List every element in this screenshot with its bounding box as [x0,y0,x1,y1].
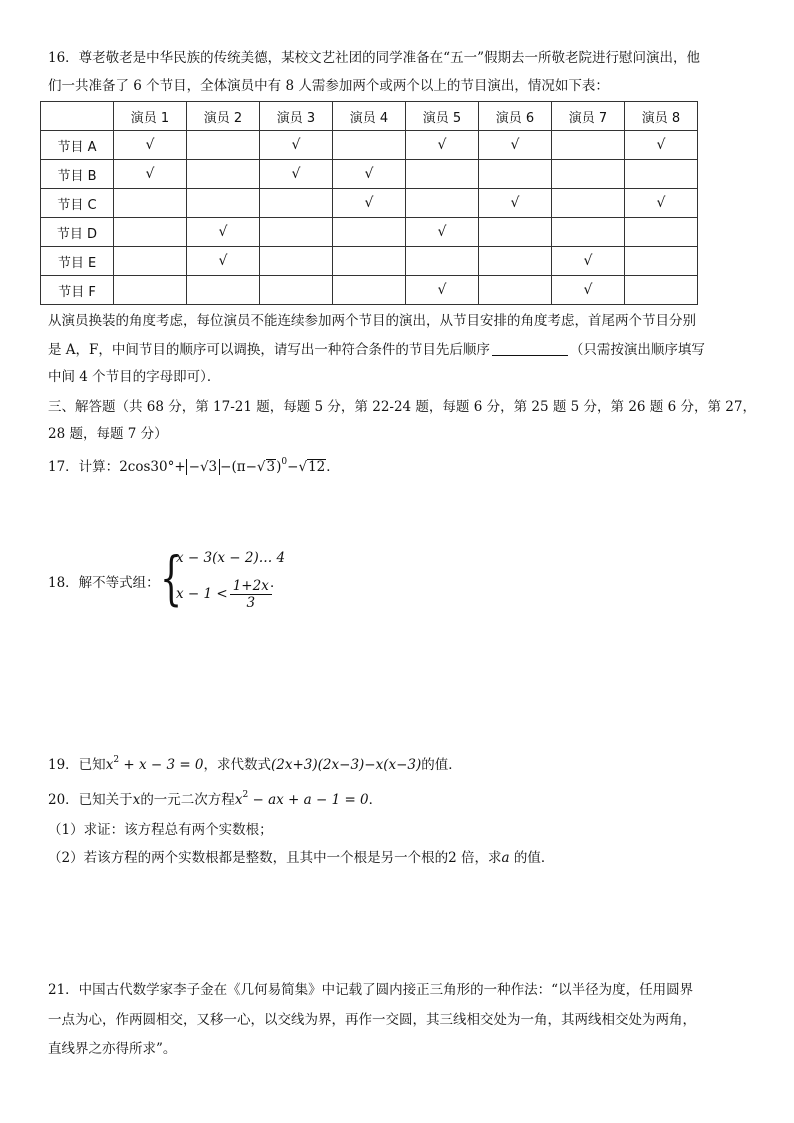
table-header-cell: 演员 8 [625,102,698,131]
q18-fraction [230,578,272,611]
table-cell [260,276,333,305]
q17-sqrt3: 3 [266,459,276,475]
table-cell [114,189,187,218]
table-corner-cell [41,102,114,131]
q20-part2-var: a [501,850,510,866]
table-cell [552,131,625,160]
table-header-cell: 演员 3 [260,102,333,131]
row-label: 节目 B [41,160,114,189]
row-label: 节目 D [41,218,114,247]
q20-part2 [48,848,554,868]
q18-end: ． [270,575,284,591]
table-cell [260,218,333,247]
table-cell [333,131,406,160]
q20-part2-end: 的值． [509,850,555,866]
table-cell [406,189,479,218]
q17-term2: −(π− [220,459,257,475]
check-mark-icon: √ [625,189,698,218]
q19-end: 的值． [421,757,462,773]
table-cell [552,218,625,247]
table-cell [333,276,406,305]
table-cell [552,189,625,218]
q17: 17．计算：$2\cos 30^\circ+ -√3 -(\pi-√3)^0-√12$． [48,457,340,475]
table-cell [187,160,260,189]
table-row [41,160,698,189]
q17-sqrt12: 12 [308,459,326,475]
table-header-cell: 演员 7 [552,102,625,131]
q17-abs-inner: −√3 [188,459,218,475]
section3-heading: 三、解答题（共 68 分，第 17-21 题，每题 5 分，第 22-24 题，每题 6 分，第 25 题 5 分，第 26 题 6 分，第 27， [48,399,756,415]
q17-term4: − [287,459,299,475]
check-mark-icon: √ [187,218,260,247]
q19-eq-exp: 2 [113,755,120,765]
q17-term3: ) [276,459,282,475]
q21-line3: 直线界之亦得所求”。 [48,1041,177,1057]
q20-prefix: 20．已知关于 [48,792,133,808]
table-row [41,189,698,218]
check-mark-icon: √ [260,160,333,189]
table-cell [479,160,552,189]
table-cell [114,247,187,276]
table-cell [187,131,260,160]
table-cell [479,276,552,305]
q16-line2: 们一共准备了 6 个节目，全体演员中有 8 人需参加两个或两个以上的节目演出，情况如下表： [48,78,609,94]
q16-after-line2-text: 是 A，F，中间节目的顺序可以调换，请写出一种符合条件的节目先后顺序 [48,342,490,358]
table-cell [187,189,260,218]
q20-eq-var: x [234,792,243,808]
q18-row2 [176,578,272,611]
q18-denominator: 3 [246,595,256,611]
table-cell [114,218,187,247]
check-mark-icon: √ [406,218,479,247]
table-row [41,276,698,305]
q20-end: ． [368,792,383,808]
check-mark-icon: √ [406,276,479,305]
q20-part2-num: 2 [448,850,457,866]
q17-term1: 2cos30°+ [119,459,186,475]
check-mark-icon: √ [479,131,552,160]
table-header-cell: 演员 5 [406,102,479,131]
check-mark-icon: √ [114,160,187,189]
table-cell [479,247,552,276]
table-cell [333,247,406,276]
table-cell [625,276,698,305]
q19-prefix: 19．已知 [48,757,106,773]
q21-line2: 一点为心，作两圆相交，又移一心，以交线为界，再作一交圆，其三线相交处为一角，其两线相交处为两角， [48,1012,696,1028]
table-cell [479,218,552,247]
q16-after-line2 [48,340,705,360]
q20-eq-rest: − ax + a − 1 = 0 [248,792,369,808]
table-header-cell: 演员 4 [333,102,406,131]
q19-mid: ，求代数式 [203,757,272,773]
table-cell [333,218,406,247]
q20 [48,790,382,810]
table-cell [260,189,333,218]
q20-mid: 的一元二次方程 [140,792,235,808]
check-mark-icon: √ [552,247,625,276]
q17-exp0: 0 [281,457,288,467]
row-label: 节目 F [41,276,114,305]
q20-part1: （1）求证：该方程总有两个实数根； [48,822,273,838]
q19-eq-var: x [105,757,114,773]
table-row [41,218,698,247]
q18-prefix: 18．解不等式组： [48,575,160,591]
check-mark-icon: √ [625,131,698,160]
section3-heading-cont: 28 题，每题 7 分） [48,426,168,442]
q21-line1: 21．中国古代数学家李子金在《几何易简集》中记载了圆内接正三角形的一种作法：“以半径为度，任用圆界 [48,982,694,998]
table-header-cell: 演员 6 [479,102,552,131]
q19-eq-rest: + x − 3 = 0 [119,757,204,773]
row-label: 节目 A [41,131,114,160]
q18-system [160,544,286,618]
answer-blank[interactable] [492,341,568,356]
q20-part2-text: （2）若该方程的两个实数根都是整数，且其中一个根是另一个根的 [48,850,449,866]
check-mark-icon: √ [333,189,406,218]
q17-abs [186,459,221,475]
q16-after-line3: 中间 4 个节目的字母即可）． [48,369,221,385]
q16-line1: 16．尊老敬老是中华民族的传统美德，某校文艺社团的同学准备在“五一”假期去一所敬老院进行慰问演出，他 [48,50,700,66]
table-row [41,247,698,276]
q17-end: ． [326,459,340,475]
table-cell [406,247,479,276]
table-cell [552,160,625,189]
table-cell [625,218,698,247]
check-mark-icon: √ [114,131,187,160]
check-mark-icon: √ [333,160,406,189]
q16-after-line1: 从演员换装的角度考虑，每位演员不能连续参加两个节目的演出，从节目安排的角度考虑，首尾两个节目分别 [48,313,696,329]
q18-row2-left: x − 1 < [176,586,228,602]
table-cell [625,160,698,189]
row-label: 节目 C [41,189,114,218]
table-cell [260,247,333,276]
q20-var: x [132,792,141,808]
q20-part2-mid: 倍，求 [456,850,502,866]
q20-eq-exp: 2 [242,790,249,800]
q17-prefix: 17．计算： [48,459,120,475]
check-mark-icon: √ [552,276,625,305]
left-brace-icon: { [160,544,183,612]
table-header-row [41,102,698,131]
row-label: 节目 E [41,247,114,276]
q18-numerator: 1+2x [230,578,272,595]
q19-expr: (2x+3)(2x−3)−x(x−3) [271,757,422,773]
check-mark-icon: √ [406,131,479,160]
check-mark-icon: √ [187,247,260,276]
table-header-cell: 演员 2 [187,102,260,131]
table-row [41,131,698,160]
q18-row1: x − 3(x − 2)… 4 [176,550,286,566]
q19 [48,755,462,775]
table-cell [187,276,260,305]
q16-after-line2-tail: （只需按演出顺序填写 [569,342,705,358]
table-cell [625,247,698,276]
check-mark-icon: √ [479,189,552,218]
table-header-cell: 演员 1 [114,102,187,131]
table-cell [406,160,479,189]
performance-table [40,101,698,305]
table-cell [114,276,187,305]
check-mark-icon: √ [260,131,333,160]
